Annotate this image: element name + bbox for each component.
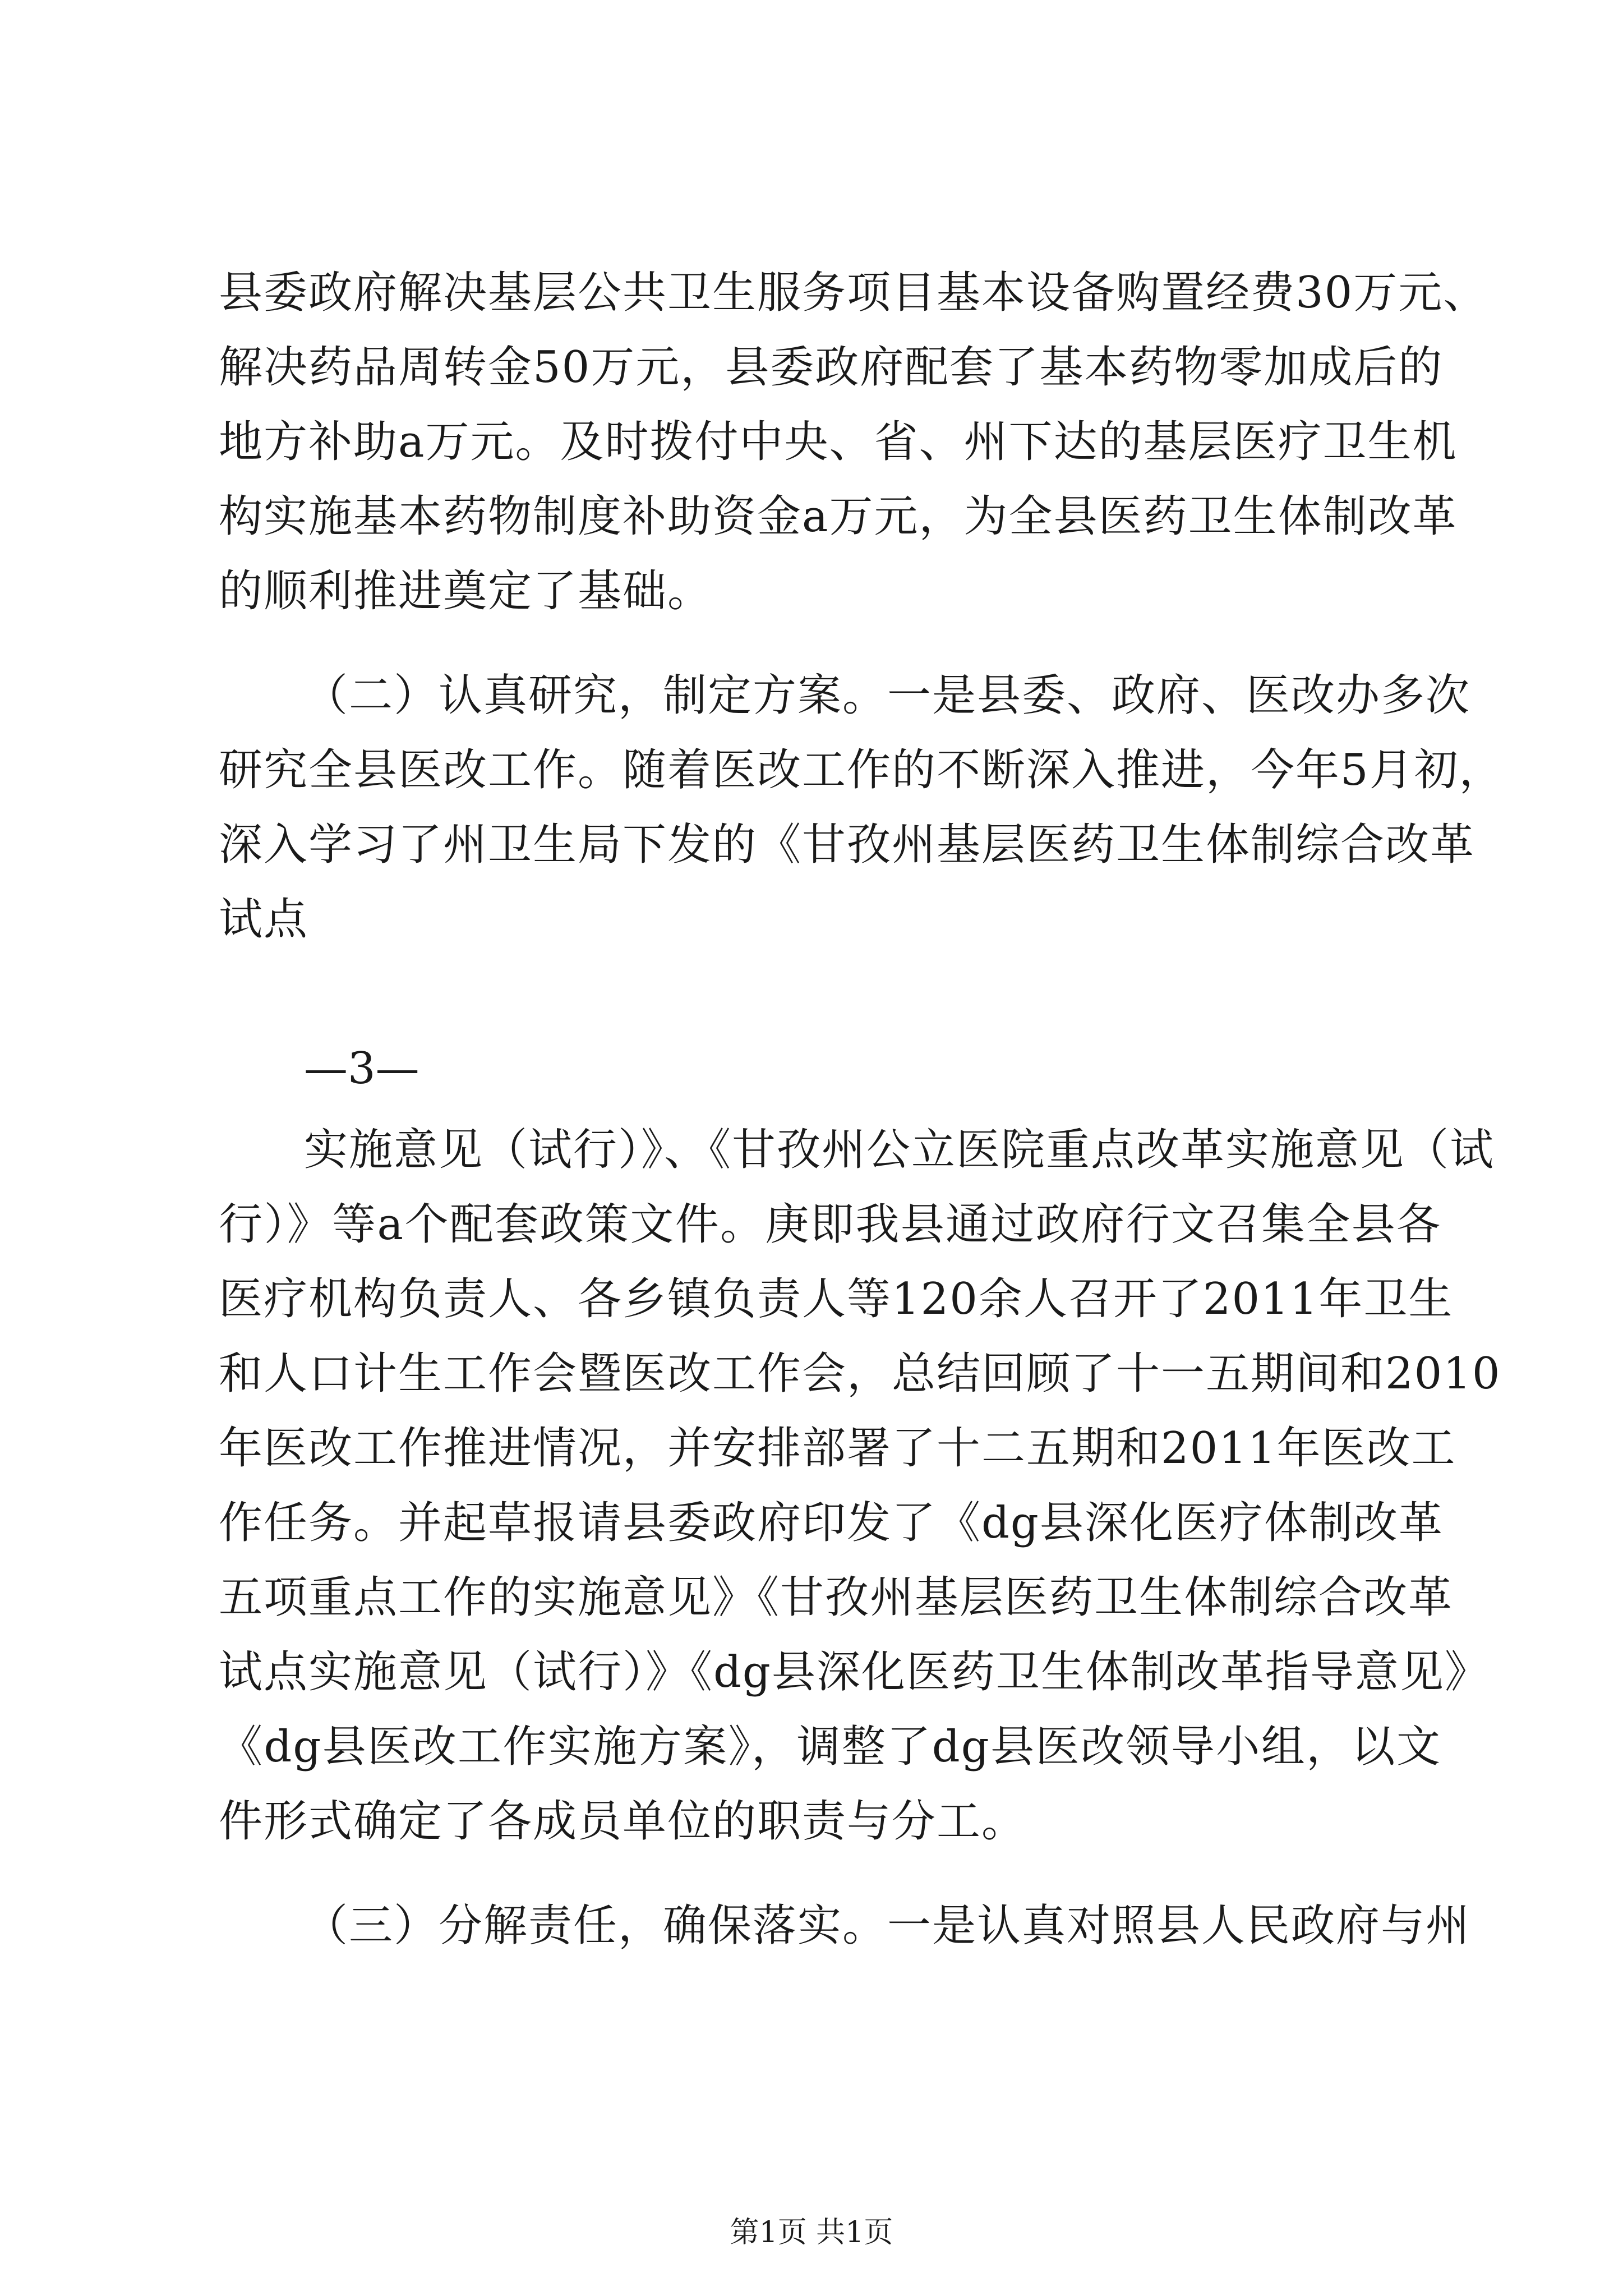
text-line: 五项重点工作的实施意见》《甘孜州基层医药卫生体制综合改革	[219, 1572, 1454, 1623]
text-line: 作任务。并起草报请县委政府印发了《dg县深化医疗体制改革	[219, 1498, 1444, 1548]
text-line: 实施意见（试行）》、《甘孜州公立医院重点改革实施意见（试	[304, 1125, 1495, 1175]
page-footer: 第1页 共1页	[730, 2216, 893, 2249]
text-line: 试点实施意见（试行）》《dg县深化医药卫生体制改革指导意见》	[219, 1647, 1490, 1697]
text-line: 和人口计生工作会暨医改工作会，总结回顾了十一五期间和2010	[219, 1349, 1501, 1399]
text-line: （二）认真研究，制定方案。一是县委、政府、医改办多次	[304, 670, 1471, 721]
text-line: 解决药品周转金50万元，县委政府配套了基本药物零加成后的	[219, 342, 1444, 393]
text-line: 深入学习了州卫生局下发的《甘孜州基层医药卫生体制综合改革	[219, 820, 1476, 870]
text-line: 医疗机构负责人、各乡镇负责人等120余人召开了2011年卫生	[219, 1274, 1454, 1324]
text-line: （三）分解责任，确保落实。一是认真对照县人民政府与州	[304, 1901, 1471, 1951]
text-line: 件形式确定了各成员单位的职责与分工。	[219, 1796, 1027, 1847]
text-line: 行）》等a个配套政策文件。庚即我县通过政府行文召集全县各	[219, 1199, 1441, 1250]
text-line: 试点	[219, 894, 309, 945]
text-line: 《dg县医改工作实施方案》，调整了dg县医改领导小组，以文	[219, 1722, 1441, 1772]
text-line: 构实施基本药物制度补助资金a万元，为全县医药卫生体制改革	[219, 491, 1458, 542]
text-line: 的顺利推进奠定了基础。	[219, 566, 713, 616]
text-line: 年医改工作推进情况，并安排部署了十二五期和2011年医改工	[219, 1423, 1456, 1474]
text-line: 县委政府解决基层公共卫生服务项目基本设备购置经费30万元、	[219, 268, 1488, 318]
page-marker: —3—	[304, 1043, 419, 1094]
text-line: 地方补助a万元。及时拨付中央、省、州下达的基层医疗卫生机	[219, 417, 1458, 467]
text-line: 研究全县医改工作。随着医改工作的不断深入推进，今年5月初，	[219, 745, 1504, 795]
